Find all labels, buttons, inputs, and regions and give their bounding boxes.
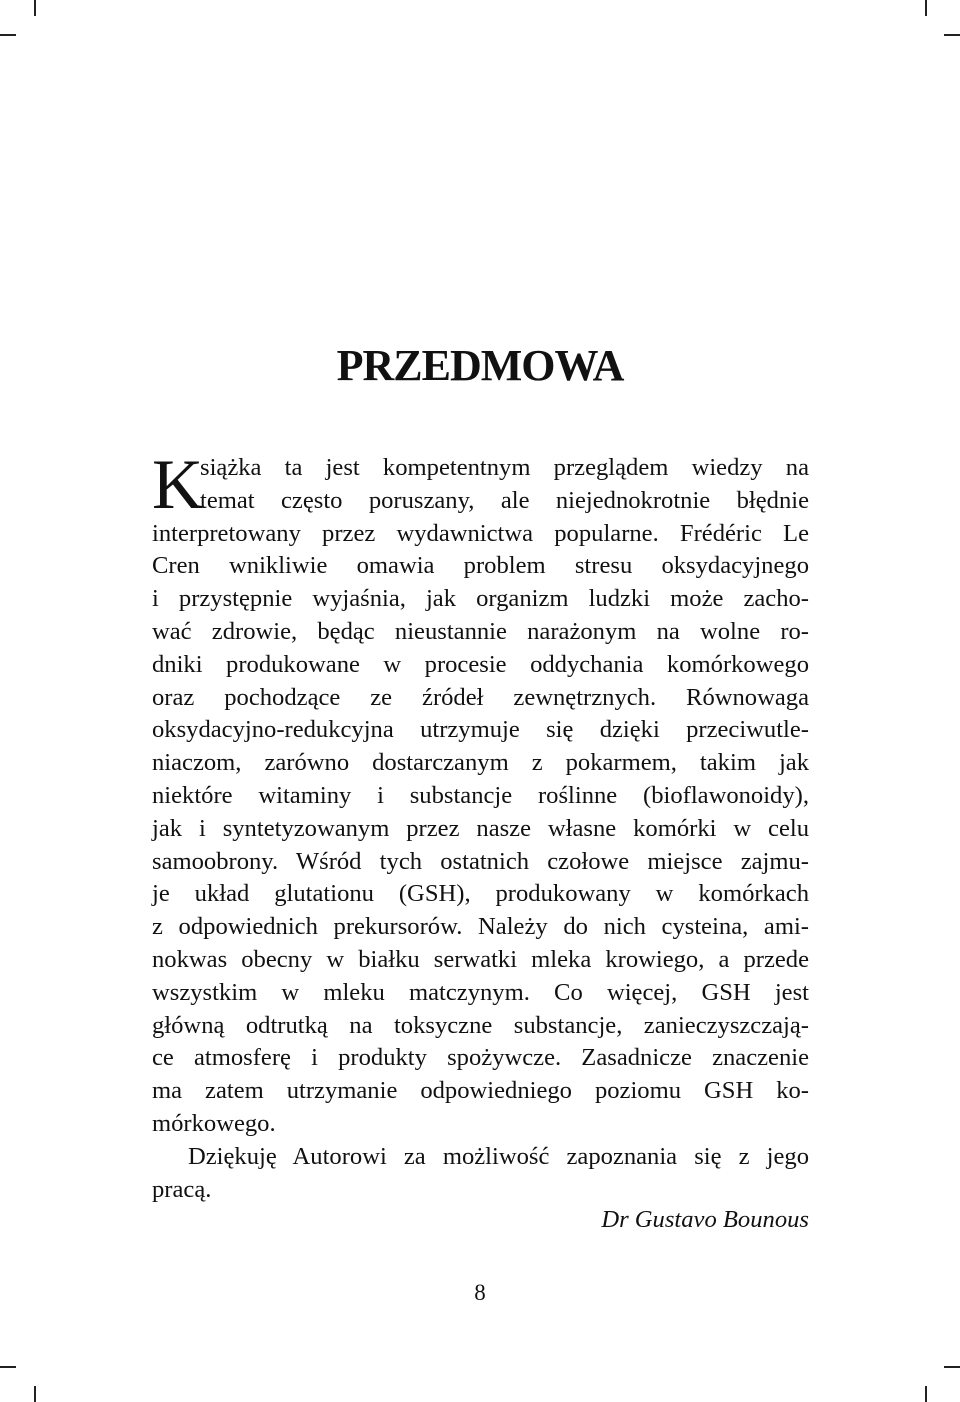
- author-signature: Dr Gustavo Bounous: [601, 1206, 809, 1233]
- crop-mark: [925, 1386, 927, 1402]
- crop-mark: [925, 0, 927, 16]
- text-line: i przystępnie wyjaśnia, jak organizm ludzki może zacho-: [152, 585, 809, 613]
- text-line: wać zdrowie, będąc nieustannie narażonym na wolne ro-: [152, 617, 809, 645]
- crop-mark: [944, 1366, 960, 1368]
- text-line: Cren wnikliwie omawia problem stresu oksydacyjnego: [152, 552, 809, 580]
- crop-mark: [0, 1366, 16, 1368]
- text-line: dniki produkowane w procesie oddychania komórkowego: [152, 650, 809, 678]
- text-line: je układ glutationu (GSH), produkowany w komórkach: [152, 880, 809, 908]
- drop-cap: K: [152, 446, 204, 524]
- text-line: pracą.: [152, 1175, 212, 1203]
- text-line: jak i syntetyzowanym przez nasze własne komórki w celu: [152, 814, 809, 842]
- text-line: niaczom, zarówno dostarczanym z pokarmem, takim jak: [152, 749, 809, 777]
- text-line: ma zatem utrzymanie odpowiedniego poziomu GSH ko-: [152, 1077, 809, 1105]
- paragraph-1: [152, 446, 809, 1141]
- crop-mark: [34, 0, 36, 16]
- text-line: główną odtrutką na toksyczne substancje, zanieczyszczają-: [152, 1011, 809, 1039]
- text-line: temat często poruszany, ale niejednokrotnie błędnie: [200, 486, 809, 514]
- text-line: interpretowany przez wydawnictwa popularne. Frédéric Le: [152, 519, 809, 547]
- crop-mark: [34, 1386, 36, 1402]
- text-line: samoobrony. Wśród tych ostatnich czołowe miejsce zajmu-: [152, 847, 809, 875]
- text-line: oksydacyjno-redukcyjna utrzymuje się dzięki przeciwutle-: [152, 716, 809, 744]
- paragraph-2: [152, 1141, 809, 1207]
- text-line: mórkowego.: [152, 1109, 276, 1137]
- text-line: siążka ta jest kompetentnym przeglądem wiedzy na: [200, 454, 809, 481]
- page-title: PRZEDMOWA: [336, 341, 624, 390]
- text-line: Dziękuję Autorowi za możliwość zapoznania się z jego: [188, 1142, 809, 1170]
- crop-mark: [0, 34, 16, 36]
- text-line: oraz pochodzące ze źródeł zewnętrznych. Równowaga: [152, 683, 809, 711]
- foreword-body: [152, 446, 809, 1206]
- text-line: ce atmosferę i produkty spożywcze. Zasadnicze znaczenie: [152, 1044, 809, 1072]
- crop-mark: [944, 34, 960, 36]
- text-line: wszystkim w mleku matczynym. Co więcej, GSH jest: [152, 978, 809, 1006]
- text-line: nokwas obecny w białku serwatki mleka krowiego, a przede: [152, 945, 809, 973]
- page-number: 8: [474, 1280, 486, 1305]
- text-line: z odpowiednich prekursorów. Należy do nich cysteina, ami-: [152, 913, 809, 941]
- text-line: niektóre witaminy i substancje roślinne (bioflawonoidy),: [152, 781, 809, 809]
